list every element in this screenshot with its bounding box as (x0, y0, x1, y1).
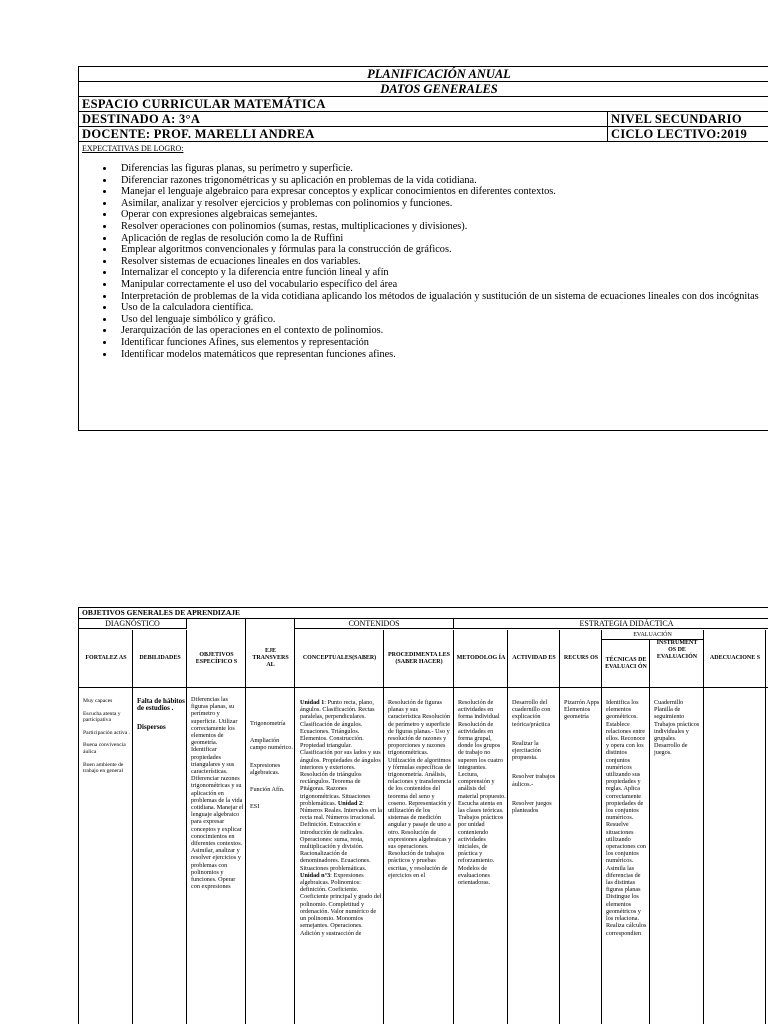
unidad-1-label: Unidad 1 (300, 699, 325, 706)
unidad-3-label: Unidad n°3 (300, 871, 331, 879)
docente-cell: DOCENTE: PROF. MARELLI ANDREA (79, 127, 608, 141)
diagnostico-group: DIAGNÓSTICO (79, 619, 187, 629)
expectativa-item: • Manipular correctamente el uso del vocabulario específico del área (115, 279, 768, 291)
expectativa-item: • Internalizar el concepto y la diferencia entre función lineal y afín (115, 267, 768, 279)
espacio-row (79, 97, 768, 112)
fortalezas-cell (81, 698, 133, 781)
header-debilidades: DEBILIDADES (139, 655, 181, 661)
document-subtitle: DATOS GENERALES (380, 82, 498, 96)
header-conceptuales: CONCEPTUALES(SABER) (302, 655, 377, 661)
unidad-2-label: Unidad 2 (337, 799, 363, 807)
procedimentales-cell: Resolución de figuras planas y sus característica Resolución de perímetro y superficie de figuras planas.- Uso y resolución de razones y proporciones y razones trigonométricas. Utilización de algoritmos y fórmulas específicas de trigonometría. Análisis, relaciones y transferencia de los contenidos del teorema del seno y coseno. Representación y utilización de los sistemas de medición angular y pasaje de uno a otro. Resolución de expresiones algebraicas y sus operaciones. Resolución de trabajos prácticos y pruebas escritas, y resolución de ejercicios en el (388, 699, 452, 879)
eje-item: Trigonometría (250, 720, 286, 727)
espacio-curricular: ESPACIO CURRICULAR MATEMÁTICA (82, 97, 326, 111)
header-metodologia: METODOLOG ÍA (456, 655, 506, 661)
expectativa-item: • Operar con expresiones algebraicas semejantes. (115, 209, 768, 221)
unidad-3-text: : Expresiones algebraicas. Polinomios: definición. Coeficiente. Coeficiente principal y grado del polinomio. Completitud y ordenación. Valor numérico de un polinomio. Monomios semejantes. Operaciones. Adición y sustracción de (300, 871, 382, 937)
col-sep (650, 640, 704, 1024)
expectativas-heading: EXPECTATIVAS DE LOGRO: (82, 144, 184, 153)
tecnicas-cell: Identifica los elementos geométricos. Establece relaciones entre ellos. Reconoce y opera con los distintos conjuntos numéricos utilizando sus propiedades y reglas. Aplica correctamente propiedades de los conjuntos numéricos. Resuelve situaciones utilizando operaciones con los conjuntos numéricos. Asimila las diferencias de las distintas figuras planas Distingue los elementos geométricos y los relaciona. Realiza cálculos correspondien (606, 699, 647, 937)
docente-row (79, 127, 768, 142)
debilidad-item: Dispersos (137, 723, 166, 731)
recursos-cell: Pizarrón Apps Elementos geometría (564, 699, 600, 721)
col-sep (704, 630, 766, 1024)
estrategia-group: ESTRATEGIA DIDÁCTICA (454, 619, 768, 629)
debilidades-cell (135, 698, 187, 737)
expectativa-item: • Identificar modelos matemáticos que representan funciones afines. (115, 349, 768, 361)
planning-table (78, 607, 768, 1024)
expectativa-item: • Emplear algoritmos convencionales y fórmulas para la construcción de gráficos. (115, 244, 768, 256)
expectativa-item: • Diferencias las figuras planas, su perímetro y superficie. (115, 163, 768, 175)
expectativa-item: • Resolver sistemas de ecuaciones lineales en dos variables. (115, 256, 768, 268)
general-data-table (78, 66, 768, 431)
subtitle-row (79, 82, 768, 97)
header-objetivos: OBJETIVOS ESPECÍFICO S (195, 651, 238, 665)
header-procedimentales: PROCEDIMENTA LES (SABER HACER) (387, 651, 451, 665)
col-sep (79, 630, 133, 1024)
instrumentos-cell: Cuadernillo Planilla de seguimiento Trabajos prácticos individuales y grupales. Desarrollo de juegos. (654, 699, 700, 757)
actividades-cell (510, 699, 560, 820)
actividad-item: Realizar la ejercitación propuesta. (512, 739, 541, 762)
header-fortalezas: FORTALEZ AS (85, 655, 127, 661)
header-recursos: RECURS OS (563, 655, 599, 661)
nivel-cell: NIVEL SECUNDARIO (611, 112, 742, 126)
document-title: PLANIFICACIÓN ANUAL (367, 67, 511, 81)
fortaleza-item: Buen ambiente de trabajo en general (83, 761, 124, 775)
eje-item: Expresiones algebraicas. (250, 761, 281, 776)
contenidos-group: CONTENIDOS (295, 619, 454, 629)
objetivos-cell: Diferencias las figuras planas, su perímetro y superficie. Utilizar correctamente los elementos de geometría. Identificar propiedades triangulares y sus características. Diferenciar razones trigonométricas y su aplicación en problemas de la vida cotidiana. Manejar el lenguaje algebraico para expresar conceptos y explicar conocimientos en diferentes contextos. Asimilar, analizar y resolver ejercicios y problemas con polinomios y funciones. Operar con expresiones (191, 696, 244, 891)
fortaleza-item: Buena convivencia áulica (83, 742, 126, 755)
expectativa-item: • Uso de la calculadora científica. (115, 302, 768, 314)
header-adecuaciones: ADECUACIONE S (709, 655, 761, 661)
ciclo-cell: CICLO LECTIVO:2019 (611, 127, 748, 141)
expectativa-item: • Jerarquización de las operaciones en el contexto de polinomios. (115, 325, 768, 337)
actividad-item: Resolver trabajos áulicos.- (512, 773, 556, 788)
debilidad-item: Falta de hábitos de estudios . (137, 697, 185, 712)
destinado-cell: DESTINADO A: 3°A (79, 112, 608, 126)
col-sep (508, 630, 560, 1024)
expectativa-item: • Resolver operaciones con polinomios (sumas, restas, multiplicaciones y divisiones). (115, 221, 768, 233)
header-actividades: ACTIVIDAD ES (512, 655, 556, 661)
expectativa-item: • Uso del lenguaje simbólico y gráfico. (115, 314, 768, 326)
eje-cell (248, 720, 295, 816)
fortaleza-item: Escucha atenta y participativa (83, 710, 121, 724)
eje-item: Ampliación campo numérico. (250, 737, 293, 752)
header-instrumentos: INSTRUMENT OS DE EVALUACIÓN (656, 640, 698, 660)
title-row (79, 67, 768, 82)
conceptuales-cell (298, 699, 384, 937)
objetivos-generales-title: OBJETIVOS GENERALES DE APRENDIZAJE (79, 608, 768, 619)
unidad-1-text: : Punto recta, plano, ángulos. Clasificación. Rectas paralelas, perpendiculares. Clasificación de ángulos. Ecuaciones. Triángulos. Elementos. Construcción. Propiedad triangular. Clasificación por sus lados y sus ángulos. Propiedades de ángulos interiores y exteriores. Resolución de triángulos rectángulos. Teorema de Pitágoras. Razones trigonométricas. Situaciones problemáticas. (300, 699, 381, 807)
eje-item: ESI (250, 803, 260, 811)
expectativa-item: • Manejar el lenguaje algebraico para expresar conceptos y explicar conocimientos en diferentes contextos. (115, 186, 768, 198)
expectativa-item: • Interpretación de problemas de la vida cotidiana aplicando los métodos de igualación y sustitución de un sistema de ecuaciones lineales con dos incógnitas (115, 291, 768, 303)
evaluacion-group: EVALUACIÓN (602, 630, 704, 640)
header-tecnicas: TÉCNICAS DE EVALUACI ÓN (605, 656, 647, 670)
metodologia-cell: Resolución de actividades en forma individual Resolución de actividades en forma grupal, donde los grupos de trabajo no superen los cuatro integrantes. Lectura, comprensión y análisis del material propuesto. Escucha atenta en las clases teóricas. Trabajos prácticos por unidad conteniendo actividades iniciales, de práctica y reforzamiento. Modelos de evaluaciones orientadoras. (458, 699, 506, 887)
destinado-row (79, 112, 768, 127)
expectativas-section (79, 142, 768, 430)
actividad-item: Desarrollo del cuadernillo con explicación teórica/práctica (512, 699, 551, 728)
expectativa-item: • Identificar funciones Afines, sus elementos y representación (115, 337, 768, 349)
header-divider (79, 687, 768, 688)
actividad-item: Resolver juegos planteados (512, 799, 552, 815)
expectativa-item: • Diferenciar razones trigonométricas y su aplicación en problemas de la vida cotidiana. (115, 175, 768, 187)
eje-item: Función Afín. (250, 786, 285, 794)
expectativa-item: • Aplicación de reglas de resolución como la de Ruffini (115, 233, 768, 245)
expectativas-list (79, 163, 768, 360)
expectativa-item: • Asimilar, analizar y resolver ejercicios y problemas con polinomios y funciones. (115, 198, 768, 210)
col-sep (560, 630, 602, 1024)
fortaleza-item: Participación activa . (83, 729, 131, 736)
unidad-2-text: : Números Reales. Intervalos en la recta real. Números irracional. Definición. Extracción e introducción de radicales. Operaciones: suma, resta, multiplicación y división. Racionalización de denominadores. Ecuaciones. Situaciones problemáticas. (300, 799, 382, 872)
col-sep (133, 630, 187, 1024)
fortaleza-item: Muy capaces (83, 698, 113, 704)
header-eje: EJE TRANSVERS AL (252, 648, 289, 668)
